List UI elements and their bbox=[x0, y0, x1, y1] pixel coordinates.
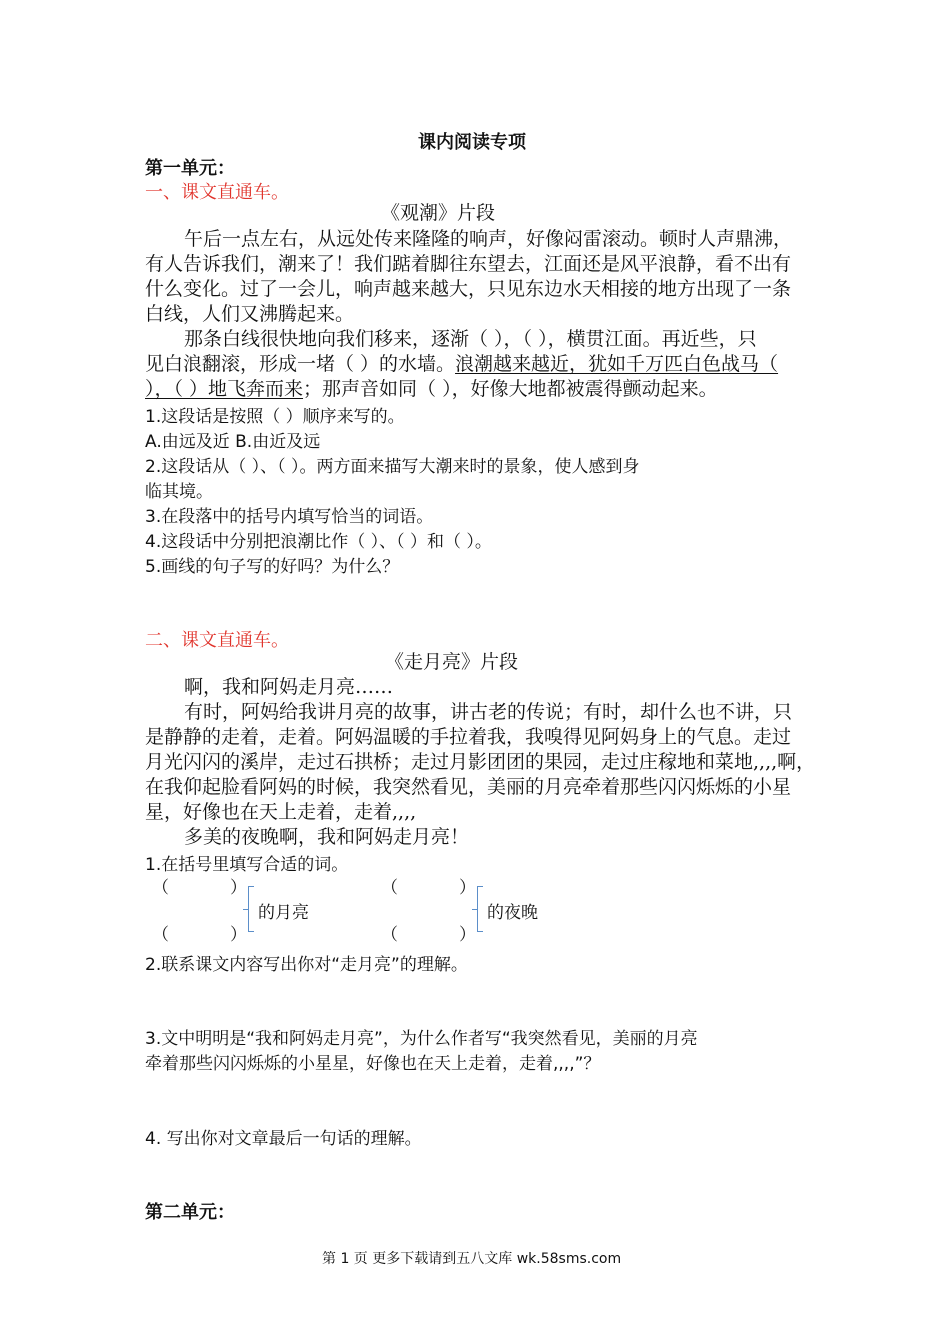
page-footer: 第 1 页 更多下载请到五八文库 wk.58sms.com bbox=[322, 1251, 622, 1267]
fill-label: 的月亮 bbox=[258, 903, 309, 923]
blank-close: ） bbox=[230, 878, 247, 898]
blank-open: （ bbox=[381, 878, 398, 898]
question: 1.这段话是按照（ ）顺序来写的。 bbox=[145, 407, 405, 427]
passage-line: 啊，我和阿妈走月亮…… bbox=[184, 676, 394, 698]
question: 2.联系课文内容写出你对“走月亮”的理解。 bbox=[145, 955, 468, 975]
passage-line: 在我仰起脸看阿妈的时候，我突然看见，美丽的月亮牵着那些闪闪烁烁的小星 bbox=[145, 776, 792, 798]
question: 临其境。 bbox=[145, 482, 213, 502]
blank-close: ） bbox=[230, 925, 247, 945]
blank-open: （ bbox=[152, 878, 169, 898]
blank-close: ） bbox=[459, 878, 476, 898]
question: 2.这段话从（ ）、（ ）。两方面来描写大潮来时的景象，使人感到身 bbox=[145, 457, 640, 477]
underlined-sentence: ），（ ）地飞奔而来 bbox=[145, 378, 304, 400]
passage-title: 《观潮》片段 bbox=[381, 202, 496, 224]
passage-line: 白线，人们又沸腾起来。 bbox=[145, 303, 355, 325]
passage-line bbox=[145, 352, 778, 377]
passage-line: 月光闪闪的溪岸，走过石拱桥；走过月影团团的果园，走过庄稼地和菜地,,,,啊， bbox=[145, 751, 816, 773]
question: 3.在段落中的括号内填写恰当的词语。 bbox=[145, 507, 434, 527]
passage-title: 《走月亮》片段 bbox=[385, 651, 519, 673]
passage-line: 是静静的走着，走着。阿妈温暖的手拉着我，我嗅得见阿妈身上的气息。走过 bbox=[145, 726, 792, 748]
blank-open: （ bbox=[381, 925, 398, 945]
blank-open: （ bbox=[152, 925, 169, 945]
question: 4. 写出你对文章最后一句话的理解。 bbox=[145, 1129, 422, 1149]
plain-text: ；那声音如同（ ），好像大地都被震得颤动起来。 bbox=[303, 378, 718, 400]
unit-heading: 第一单元： bbox=[145, 158, 235, 179]
passage-line: 星，好像也在天上走着，走着,,,, bbox=[145, 801, 417, 823]
unit-heading: 第二单元： bbox=[145, 1202, 235, 1223]
passage-line: 午后一点左右，从远处传来隆隆的响声，好像闷雷滚动。顿时人声鼎沸， bbox=[184, 228, 793, 250]
bracket bbox=[477, 886, 478, 932]
passage-line bbox=[145, 377, 718, 402]
section-heading: 二、课文直通车。 bbox=[145, 630, 289, 651]
passage-line: 有人告诉我们，潮来了！我们踮着脚往东望去，江面还是风平浪静，看不出有 bbox=[145, 253, 792, 275]
question: 5.画线的句子写的好吗？为什么？ bbox=[145, 557, 400, 577]
question: 牵着那些闪闪烁烁的小星星，好像也在天上走着，走着,,,,”？ bbox=[145, 1054, 601, 1074]
blank-close: ） bbox=[459, 925, 476, 945]
passage-line: 多美的夜晚啊，我和阿妈走月亮！ bbox=[184, 826, 470, 848]
plain-text: 见白浪翻滚，形成一堵（ ）的水墙。 bbox=[145, 353, 456, 375]
page-title: 课内阅读专项 bbox=[418, 132, 526, 153]
passage-line: 什么变化。过了一会儿，响声越来越大，只见东边水天相接的地方出现了一条 bbox=[145, 278, 792, 300]
passage-line: 那条白线很快地向我们移来，逐渐（ ），（ ），横贯江面。再近些，只 bbox=[184, 328, 757, 350]
question: 1.在括号里填写合适的词。 bbox=[145, 855, 349, 875]
question-options: A.由远及近 B.由近及远 bbox=[145, 432, 321, 452]
question: 3.文中明明是“我和阿妈走月亮”，为什么作者写“我突然看见，美丽的月亮 bbox=[145, 1029, 698, 1049]
section-heading: 一、课文直通车。 bbox=[145, 182, 289, 203]
underlined-sentence: 浪潮越来越近，犹如千万匹白色战马（ bbox=[455, 353, 779, 375]
fill-label: 的夜晚 bbox=[487, 903, 538, 923]
question: 4.这段话中分别把浪潮比作（ ）、（ ）和（ ）。 bbox=[145, 532, 492, 552]
passage-line: 有时，阿妈给我讲月亮的故事，讲古老的传说；有时，却什么也不讲，只 bbox=[184, 701, 793, 723]
bracket bbox=[248, 886, 249, 932]
